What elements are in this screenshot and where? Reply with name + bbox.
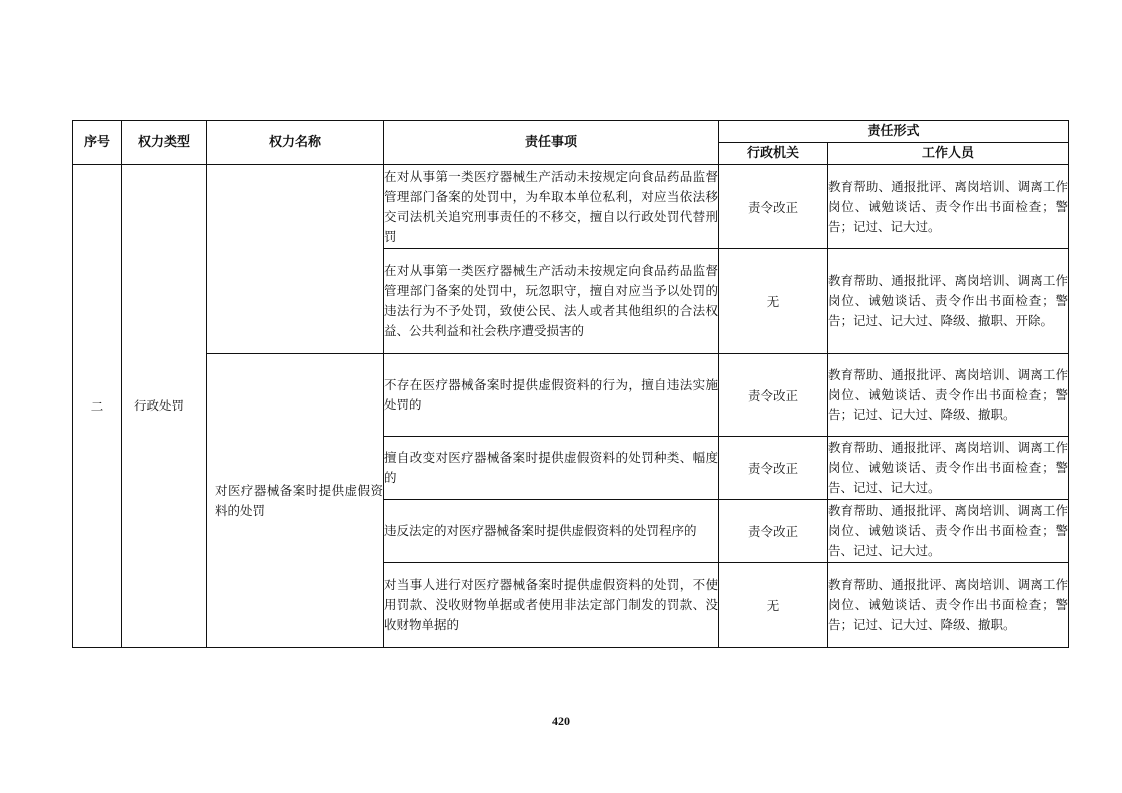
staff-cell: 教育帮助、通报批评、离岗培训、调离工作岗位、诫勉谈话、责令作出书面检查；警告；记过、记大过。	[828, 165, 1069, 249]
matter-cell: 不存在医疗器械备案时提供虚假资料的行为，擅自违法实施处罚的	[384, 354, 719, 437]
responsibility-table	[72, 120, 1069, 648]
header-seq: 序号	[73, 121, 122, 165]
staff-cell: 教育帮助、通报批评、离岗培训、调离工作岗位、诫勉谈话、责令作出书面检查；警告；记过、记大过、降级、撤职。	[828, 563, 1069, 648]
agency-cell: 无	[719, 249, 828, 354]
matter-cell: 在对从事第一类医疗器械生产活动未按规定向食品药品监督管理部门备案的处罚中，为牟取本单位私利，对应当依法移交司法机关追究刑事责任的不移交，擅自以行政处罚代替刑罚	[384, 165, 719, 249]
staff-cell: 教育帮助、通报批评、离岗培训、调离工作岗位、诫勉谈话、责令作出书面检查；警告、记过、记大过。	[828, 437, 1069, 500]
matter-cell: 违反法定的对医疗器械备案时提供虚假资料的处罚程序的	[384, 500, 719, 563]
agency-cell: 责令改正	[719, 500, 828, 563]
agency-cell: 责令改正	[719, 165, 828, 249]
table-row	[73, 165, 1069, 249]
header-row-1	[73, 121, 1069, 143]
matter-cell: 擅自改变对医疗器械备案时提供虚假资料的处罚种类、幅度的	[384, 437, 719, 500]
staff-cell: 教育帮助、通报批评、离岗培训、调离工作岗位、诫勉谈话、责令作出书面检查；警告；记过、记大过、降级、撤职。	[828, 354, 1069, 437]
power-name-cell: 对医疗器械备案时提供虚假资料的处罚	[207, 354, 384, 648]
matter-cell: 对当事人进行对医疗器械备案时提供虚假资料的处罚，不使用罚款、没收财物单据或者使用非法定部门制发的罚款、没收财物单据的	[384, 563, 719, 648]
seq-cell: 二	[73, 165, 122, 648]
page-number: 420	[552, 714, 570, 728]
agency-cell: 无	[719, 563, 828, 648]
staff-cell: 教育帮助、通报批评、离岗培训、调离工作岗位、诫勉谈话、责令作出书面检查；警告、记过、记大过。	[828, 500, 1069, 563]
header-staff: 工作人员	[828, 143, 1069, 165]
staff-cell: 教育帮助、通报批评、离岗培训、调离工作岗位、诫勉谈话、责令作出书面检查；警告；记过、记大过、降级、撤职、开除。	[828, 249, 1069, 354]
matter-cell: 在对从事第一类医疗器械生产活动未按规定向食品药品监督管理部门备案的处罚中，玩忽职守，擅自对应当予以处罚的违法行为不予处罚，致使公民、法人或者其他组织的合法权益、公共利益和社会秩序遭受损害的	[384, 249, 719, 354]
header-power-name: 权力名称	[207, 121, 384, 165]
header-agency: 行政机关	[719, 143, 828, 165]
power-type-cell: 行政处罚	[122, 165, 207, 648]
agency-cell: 责令改正	[719, 354, 828, 437]
header-forms: 责任形式	[719, 121, 1069, 143]
agency-cell: 责令改正	[719, 437, 828, 500]
power-name-cell-empty	[207, 165, 384, 354]
table-row	[73, 354, 1069, 437]
header-power-type: 权力类型	[122, 121, 207, 165]
header-matters: 责任事项	[384, 121, 719, 165]
